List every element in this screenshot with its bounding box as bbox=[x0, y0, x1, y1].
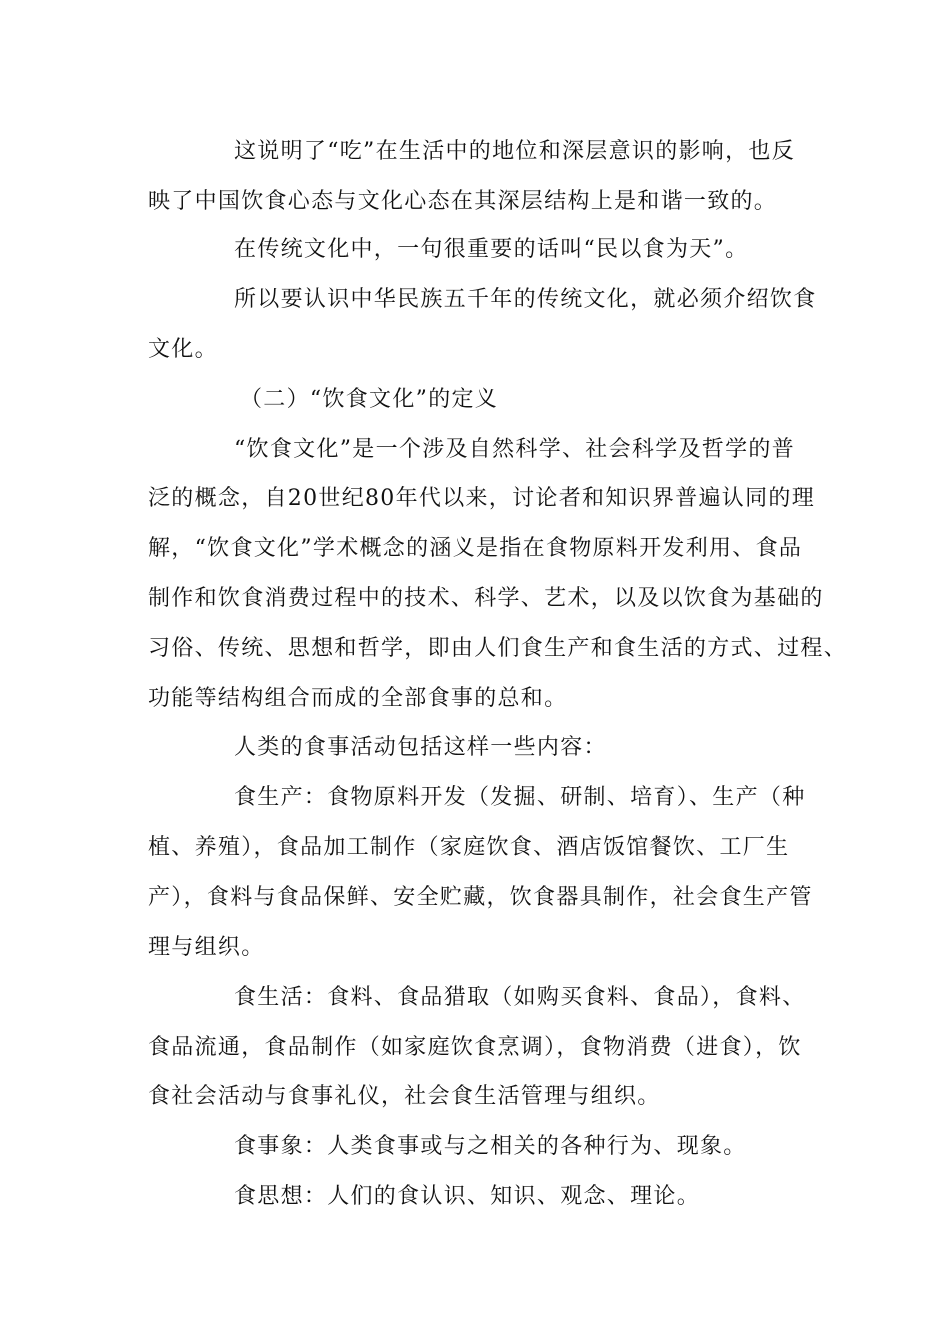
paragraph-line: 食事象：人类食事或与之相关的各种行为、现象。 bbox=[234, 1134, 747, 1159]
paragraph-line: 习俗、传统、思想和哲学，即由人们食生产和食生活的方式、过程、 bbox=[148, 636, 848, 661]
paragraph-line: 映了中国饮食心态与文化心态在其深层结构上是和谐一致的。 bbox=[148, 189, 778, 214]
paragraph-line: 人类的食事活动包括这样一些内容： bbox=[234, 735, 607, 760]
paragraph-line: 植、养殖），食品加工制作（家庭饮食、酒店饭馆餐饮、工厂生 bbox=[148, 835, 790, 860]
paragraph-line: 产），食料与食品保鲜、安全贮藏，饮食器具制作，社会食生产管 bbox=[148, 885, 813, 910]
paragraph-line: 解，“饮食文化”学术概念的涵义是指在食物原料开发利用、食品 bbox=[148, 536, 803, 561]
paragraph-line: 食生活：食料、食品猎取（如购买食料、食品），食料、 bbox=[234, 985, 806, 1010]
section-heading: （二）“饮食文化”的定义 bbox=[240, 387, 499, 412]
paragraph-line: 在传统文化中，一句很重要的话叫“民以食为天”。 bbox=[234, 237, 749, 262]
paragraph-line: 食生产：食物原料开发（发掘、研制、培育）、生产（种 bbox=[234, 785, 806, 810]
paragraph-line: 食社会活动与食事礼仪，社会食生活管理与组织。 bbox=[148, 1084, 661, 1109]
paragraph-line: “饮食文化”是一个涉及自然科学、社会科学及哲学的普 bbox=[234, 437, 795, 462]
paragraph-line: 所以要认识中华民族五千年的传统文化，就必须介绍饮食 bbox=[234, 287, 817, 312]
paragraph-line: 食品流通，食品制作（如家庭饮食烹调），食物消费（进食），饮 bbox=[148, 1035, 802, 1060]
paragraph-line: 食思想：人们的食认识、知识、观念、理论。 bbox=[234, 1184, 701, 1209]
paragraph-line: 理与组织。 bbox=[148, 935, 265, 960]
paragraph-line: 泛的概念，自20世纪80年代以来，讨论者和知识界普遍认同的理 bbox=[148, 486, 815, 511]
paragraph-line: 功能等结构组合而成的全部食事的总和。 bbox=[148, 686, 568, 711]
paragraph-line: 文化。 bbox=[148, 337, 218, 362]
paragraph-line: 这说明了“吃”在生活中的地位和深层意识的影响，也反 bbox=[234, 139, 795, 164]
paragraph-line: 制作和饮食消费过程中的技术、科学、艺术，以及以饮食为基础的 bbox=[148, 586, 824, 611]
